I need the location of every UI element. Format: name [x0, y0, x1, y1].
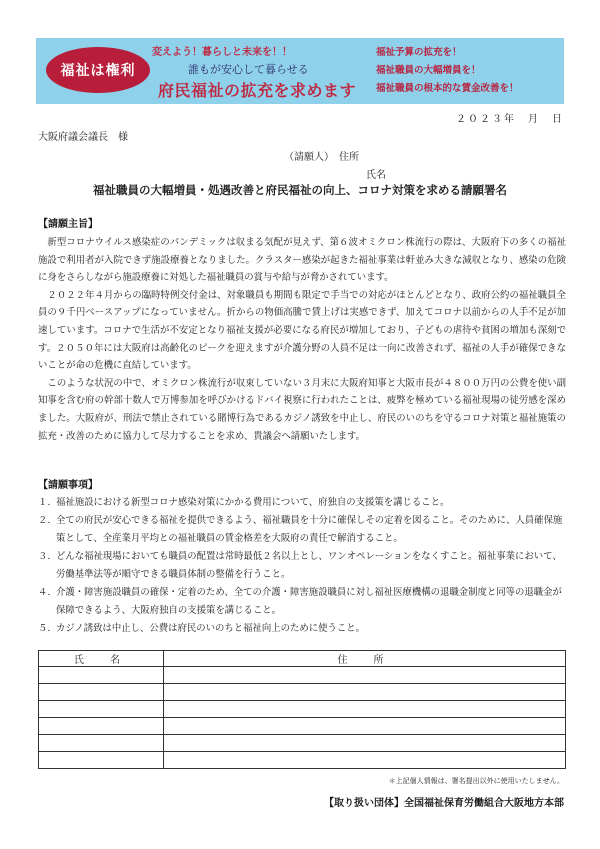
petition-item	[38, 620, 566, 638]
signature-table	[38, 650, 566, 769]
signature-row	[39, 701, 566, 718]
item-text: 全ての府民が安心できる福祉を提供できるよう、福祉職員を十分に確保しその定着を図ること。そのために、人員確保施策として、全産業月平均との福祉職員の賃金格差を大阪府の責任で解消すること。	[56, 515, 563, 544]
date: ２０２３年 月 日	[456, 114, 564, 125]
badge: 福祉は権利	[46, 47, 150, 93]
petition-item	[38, 584, 566, 620]
demands-list	[376, 44, 562, 98]
address-cell[interactable]	[164, 667, 566, 684]
demand-item: 福祉職員の大幅増員を！	[376, 65, 481, 76]
petition-items	[38, 494, 566, 638]
slogan-small: 変えよう！暮らしと未来を！！	[152, 47, 292, 58]
name-cell[interactable]	[39, 701, 164, 718]
signature-row	[39, 684, 566, 701]
demand-item: 福祉予算の拡充を！	[376, 47, 462, 58]
item-number: １.	[38, 497, 51, 508]
organization: 【取り扱い団体】全国福祉保育労働組合大阪地方本部	[324, 798, 564, 809]
header-banner	[36, 38, 564, 104]
purpose-body	[38, 234, 566, 445]
item-number: ５.	[38, 623, 51, 634]
petition-item	[38, 512, 566, 548]
item-text: カジノ誘致は中止し、公費は府民のいのちと福祉向上のために使うこと。	[56, 623, 366, 634]
addressee: 大阪府議会議長 様	[38, 132, 128, 143]
address-cell[interactable]	[164, 684, 566, 701]
address-cell[interactable]	[164, 718, 566, 735]
name-cell[interactable]	[39, 735, 164, 752]
petitioner-name-label: 氏名	[366, 170, 386, 181]
purpose-paragraph: ２０２２年４月からの臨時特例交付金は、対象職員も期間も限定で手当での対応がほとんどとなり、政府公約の福祉職員全員の９千円ベースアップになっていません。折からの物価高騰で賃上げは実感できず、加えてコロナ以前からの人手不足が加速しています。コロナで生活が不安定となり福祉支援が必要になる府民が増加しており、子どもの虐待や貧困の増加も深刻です。２０５０年には大阪府は高齢化のピークを迎えますが介護分野の人員不足は一向に改善されず、福祉の人手が確保できないことが命の危機に直結しています。	[38, 289, 566, 372]
demand-item: 福祉職員の根本的な賃金改善を！	[376, 83, 519, 94]
name-cell[interactable]	[39, 684, 164, 701]
name-cell[interactable]	[39, 718, 164, 735]
petitioner-address-label: （請願人） 住所	[284, 152, 359, 163]
item-number: ２.	[38, 515, 51, 526]
slogan-mid: 誰もが安心して暮らせる	[188, 63, 309, 76]
purpose-paragraph: このような状況の中で、オミクロン株流行が収束していない３月末に大阪府知事と大阪市長が４８００万円の公費を使い副知事を含む府の幹部十数人で万博参加を呼びかけるドバイ視察に行われたことは、疲弊を極めている福祉現場の徒労感を深めました。大阪府が、刑法で禁止されている賭博行為であるカジノ誘致を中止し、府民のいのちを守るコロナ対策と福祉施策の拡充・改善のために協力して尽力することを求め、貴議会へ請願いたします。	[38, 377, 566, 442]
address-cell[interactable]	[164, 701, 566, 718]
name-cell[interactable]	[39, 667, 164, 684]
item-text: 福祉施設における新型コロナ感染対策にかかる費用について、府独自の支援策を講じること。	[56, 497, 450, 508]
privacy-note: ＊上記個人情報は、署名提出以外に使用いたしません。	[388, 777, 564, 785]
petition-item	[38, 548, 566, 584]
signature-row	[39, 667, 566, 684]
address-cell[interactable]	[164, 735, 566, 752]
petition-item	[38, 494, 566, 512]
name-cell[interactable]	[39, 752, 164, 769]
item-number: ３.	[38, 551, 51, 562]
items-heading: 【請願事項】	[38, 480, 98, 491]
signature-row	[39, 718, 566, 735]
item-text: どんな福祉現場においても職員の配置は常時最低２名以上とし、ワンオペレーションをなくすこと。福祉事業において、労働基準法等が順守できる職員体制の整備を行うこと。	[56, 551, 562, 580]
col-name-header: 氏 名	[39, 651, 164, 667]
purpose-heading: 【請願主旨】	[38, 219, 98, 230]
slogan-main: 府民福祉の拡充を求めます	[158, 81, 357, 100]
document-title: 福祉職員の大幅増員・処遇改善と府民福祉の向上、コロナ対策を求める請願署名	[93, 183, 507, 197]
purpose-paragraph: 新型コロナウイルス感染症のパンデミックは収まる気配が見えず、第６波オミクロン株流行の際は、大阪府下の多くの福祉施設で利用者が入院できず施設療養となりました。クラスター感染が起きた福祉事業は軒並み大きな減収となり、感染の危険に身をさらしながら施設療養に対処した福祉職員の賞与や給与が脅かされています。	[38, 237, 566, 284]
col-address-header: 住 所	[164, 651, 566, 667]
signature-row	[39, 735, 566, 752]
item-number: ４.	[38, 587, 51, 598]
signature-row	[39, 752, 566, 769]
address-cell[interactable]	[164, 752, 566, 769]
item-text: 介護・障害施設職員の確保・定着のため、全ての介護・障害施設職員に対し福祉医療機構の退職金制度と同等の退職金が保障できるよう、大阪府独自の支援策を講じること。	[56, 587, 562, 616]
